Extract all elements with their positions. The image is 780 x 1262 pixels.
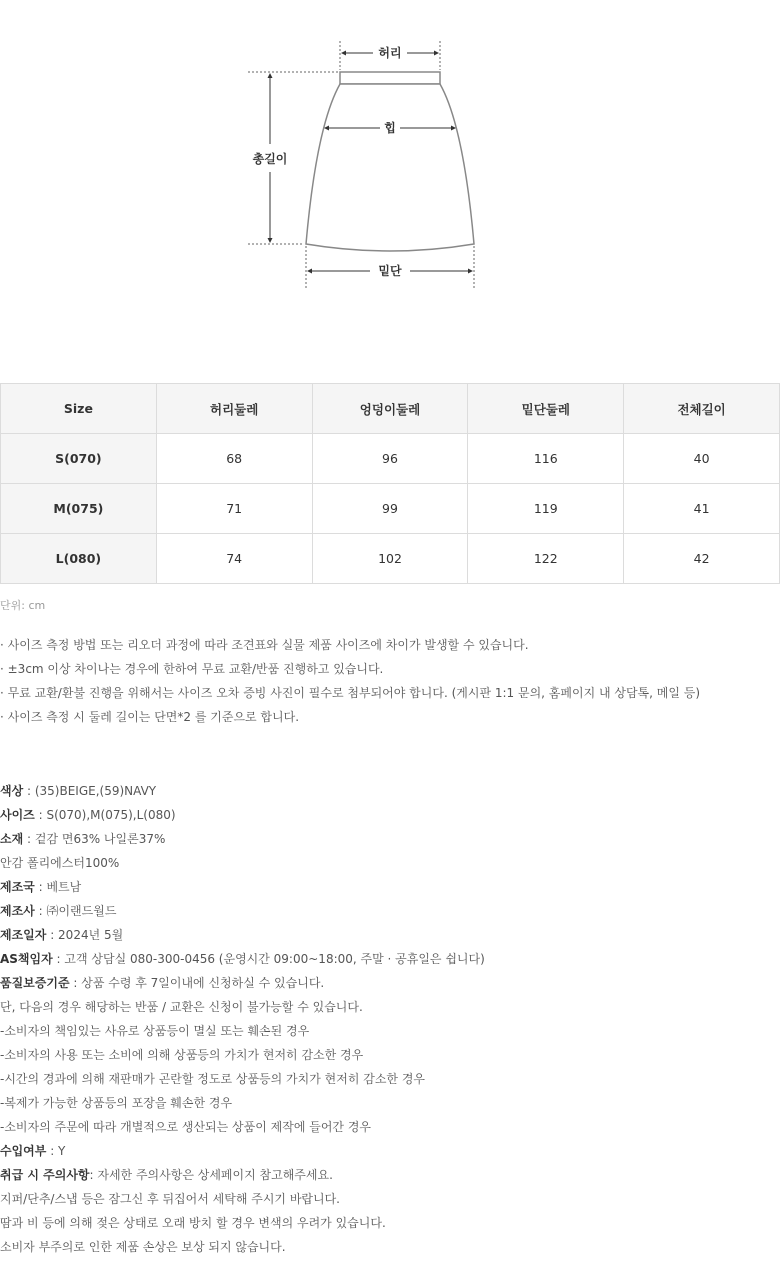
- info-text: 지퍼/단추/스냅 등은 잠그신 후 뒤집어서 세탁해 주시기 바랍니다.: [0, 1192, 340, 1206]
- info-line: [0, 902, 780, 926]
- table-cell: 122: [468, 534, 624, 584]
- info-text: : 자세한 주의사항은 상세페이지 참고해주세요.: [89, 1168, 333, 1182]
- info-label: 제조국: [0, 880, 35, 894]
- info-line: [0, 1190, 780, 1214]
- info-line: [0, 854, 780, 878]
- skirt-body: [306, 84, 474, 251]
- size-table-header-row: [1, 384, 780, 434]
- header-waist: 허리둘레: [156, 384, 312, 434]
- unit-text: 단위: cm: [0, 599, 46, 612]
- info-line: [0, 878, 780, 902]
- info-text: : ㈜이랜드월드: [34, 904, 117, 918]
- table-cell: 99: [312, 484, 468, 534]
- note-item: · 사이즈 측정 방법 또는 리오더 과정에 따라 조견표와 실물 제품 사이즈에 차이가 발생할 수 있습니다.: [0, 638, 529, 652]
- info-line: [0, 1094, 780, 1118]
- info-text: -소비자의 책임있는 사유로 상품등이 멸실 또는 훼손된 경우: [0, 1024, 310, 1038]
- info-text: -소비자의 사용 또는 소비에 의해 상품등의 가치가 현저히 감소한 경우: [0, 1048, 364, 1062]
- info-line: [0, 1214, 780, 1238]
- info-text: : 2024년 5월: [46, 928, 124, 942]
- length-label: 총길이: [252, 152, 288, 166]
- info-label: 품질보증기준: [0, 976, 70, 990]
- size-table: [0, 383, 780, 584]
- info-text: : 고객 상담실 080-300-0456 (운영시간 09:00~18:00, 주말 · 공휴일은 쉽니다): [52, 952, 485, 966]
- info-label: 수입여부: [0, 1144, 47, 1158]
- info-text: : 상품 수령 후 7일이내에 신청하실 수 있습니다.: [69, 976, 325, 990]
- info-text: -시간의 경과에 의해 재판매가 곤란할 정도로 상품등의 가치가 현저히 감소한 경우: [0, 1072, 426, 1086]
- info-text: 안감 폴리에스터100%: [0, 856, 120, 870]
- info-text: -복제가 가능한 상품등의 포장을 훼손한 경우: [0, 1096, 233, 1110]
- size-notes: [0, 636, 780, 732]
- table-cell: 74: [156, 534, 312, 584]
- info-label: 색상: [0, 784, 24, 798]
- table-cell: 102: [312, 534, 468, 584]
- info-label: 소재: [0, 832, 24, 846]
- table-cell: L(080): [1, 534, 157, 584]
- header-size: Size: [1, 384, 157, 434]
- table-cell: 119: [468, 484, 624, 534]
- info-line: [0, 806, 780, 830]
- info-label: 사이즈: [0, 808, 35, 822]
- header-length: 전체길이: [624, 384, 780, 434]
- table-row: [1, 484, 780, 534]
- info-line: [0, 1070, 780, 1094]
- info-line: [0, 998, 780, 1022]
- note-item: · 사이즈 측정 시 둘레 길이는 단면*2 를 기준으로 합니다.: [0, 710, 300, 724]
- info-line: [0, 1142, 780, 1166]
- info-line: [0, 1166, 780, 1190]
- skirt-outline: [340, 72, 440, 84]
- product-info: [0, 782, 780, 1262]
- info-line: [0, 926, 780, 950]
- table-row: [1, 434, 780, 484]
- table-row: [1, 534, 780, 584]
- info-text: : 겉감 면63% 나일론37%: [23, 832, 166, 846]
- waist-label: 허리: [378, 46, 402, 60]
- table-cell: S(070): [1, 434, 157, 484]
- info-line: [0, 830, 780, 854]
- info-text: : 베트남: [34, 880, 82, 894]
- table-cell: 71: [156, 484, 312, 534]
- info-line: [0, 1046, 780, 1070]
- hip-label: 힙: [384, 121, 396, 135]
- note-item: · 무료 교환/환불 진행을 위해서는 사이즈 오차 증빙 사진이 필수로 첨부되어야 합니다. (게시판 1:1 문의, 홈페이지 내 상담톡, 메일 등): [0, 686, 701, 700]
- table-cell: 116: [468, 434, 624, 484]
- info-text: : Y: [46, 1144, 66, 1158]
- header-hip: 엉덩이둘레: [312, 384, 468, 434]
- table-cell: 40: [624, 434, 780, 484]
- info-line: [0, 1238, 780, 1262]
- info-label: 제조일자: [0, 928, 47, 942]
- info-text: 소비자 부주의로 인한 제품 손상은 보상 되지 않습니다.: [0, 1240, 286, 1254]
- info-text: 단, 다음의 경우 해당하는 반품 / 교환은 신청이 불가능할 수 있습니다.: [0, 1000, 363, 1014]
- skirt-measurement-diagram: [240, 36, 500, 296]
- table-cell: 68: [156, 434, 312, 484]
- table-cell: M(075): [1, 484, 157, 534]
- table-cell: 42: [624, 534, 780, 584]
- info-line: [0, 950, 780, 974]
- note-item: · ±3cm 이상 차이나는 경우에 한하여 무료 교환/반품 진행하고 있습니다.: [0, 662, 384, 676]
- table-cell: 41: [624, 484, 780, 534]
- hem-label: 밑단: [378, 264, 402, 278]
- info-text: -소비자의 주문에 따라 개별적으로 생산되는 상품이 제작에 들어간 경우: [0, 1120, 372, 1134]
- info-text: : S(070),M(075),L(080): [34, 808, 176, 822]
- info-line: [0, 782, 780, 806]
- table-cell: 96: [312, 434, 468, 484]
- info-label: 취급 시 주의사항: [0, 1168, 90, 1182]
- info-text: : (35)BEIGE,(59)NAVY: [23, 784, 157, 798]
- info-line: [0, 974, 780, 998]
- info-line: [0, 1118, 780, 1142]
- info-text: 땀과 비 등에 의해 젖은 상태로 오래 방치 할 경우 변색의 우려가 있습니다.: [0, 1216, 386, 1230]
- skirt-diagram-svg: [240, 36, 500, 296]
- info-line: [0, 1022, 780, 1046]
- header-hem: 밑단둘레: [468, 384, 624, 434]
- info-label: 제조사: [0, 904, 35, 918]
- info-label: AS책임자: [0, 952, 53, 966]
